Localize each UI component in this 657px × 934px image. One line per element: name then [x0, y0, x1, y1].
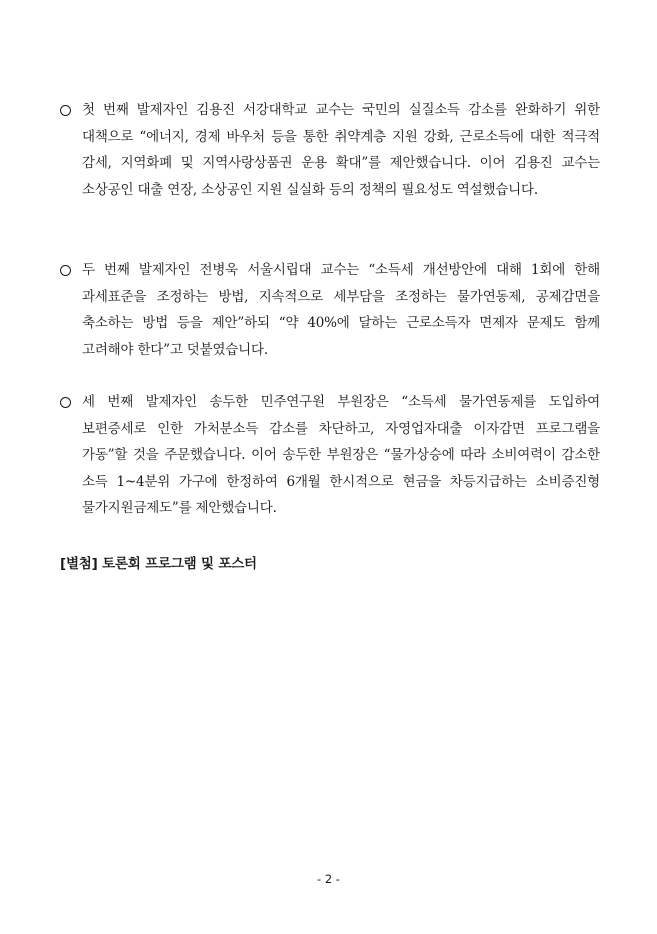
paragraph-2: 두 번째 발제자인 전병욱 서울시립대 교수는 “소득세 개선방안에 대해 1회에 한해 과세표준을 조정하는 방법, 지속적으로 세부담을 조정하는 물가연동제, 공제감면을 축소하는 방법 등을 제안”하되 “약 40%에 달하는 근로소득자 면제자 문제도 함께 고려해야 한다”고 덧붙였습니다. [82, 262, 600, 358]
page-number: - 2 - [317, 872, 340, 886]
attachment-heading: [별첨] 토론회 프로그램 및 포스터 [60, 556, 257, 572]
paragraph-3: 세 번째 발제자인 송두한 민주연구원 부원장은 “소득세 물가연동제를 도입하여 보편증세로 인한 가처분소득 감소를 차단하고, 자영업자대출 이자감면 프로그램을 가동”할 것을 주문했습니다. 이어 송두한 부원장은 “물가상승에 따라 소비여력이 감소한 소득 1~4분위 가구에 한정하여 6개월 한시적으로 현금을 차등지급하는 소비증진형 물가지원금제도”를 제안했습니다. [82, 394, 600, 516]
paragraph-2-section [60, 264, 600, 377]
paragraph-1-section [60, 104, 600, 217]
paragraph-1: 첫 번째 발제자인 김용진 서강대학교 교수는 국민의 실질소득 감소를 완화하기 위한 대책으로 “에너지, 경제 바우처 등을 통한 취약계층 지원 강화, 근로소득에 대한 적극적 감세, 지역화폐 및 지역사랑상품권 운용 확대”를 제안했습니다. 이어 김용진 교수는 소상공인 대출 연장, 소상공인 지원 실실화 등의 정책의 필요성도 역설했습니다. [82, 102, 600, 198]
paragraph-3-section [60, 396, 600, 535]
circle-bullet-icon [60, 397, 71, 408]
circle-bullet-icon [60, 105, 71, 116]
circle-bullet-icon [60, 265, 71, 276]
